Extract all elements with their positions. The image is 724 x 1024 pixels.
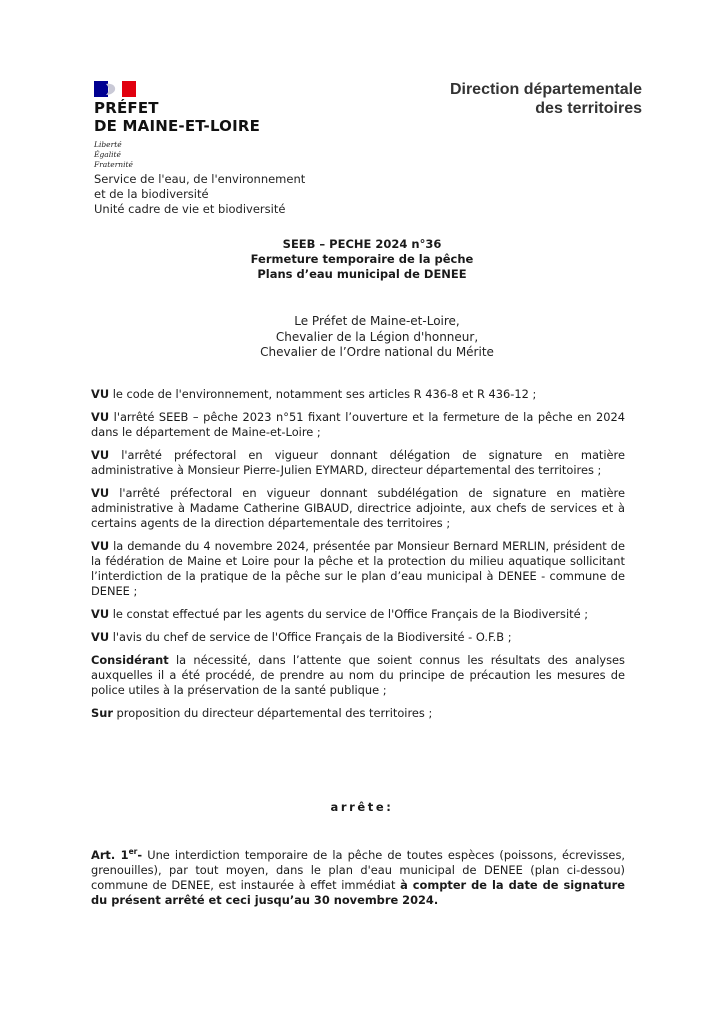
article-1 [91, 848, 625, 908]
considerant-paragraph [91, 486, 625, 531]
article-1-text: Une interdiction temporaire de la pêche de toutes espèces (poissons, écrevisses, grenouilles), par tout moyen, dans le plan d'eau municipal de DENEE (plan ci-dessou) commune de DENEE, est instaurée à effet immédiat [91, 848, 625, 892]
marianne-flag-logo [94, 81, 136, 97]
motto-egalite: Égalité [94, 150, 121, 159]
considerant-paragraph [91, 539, 625, 599]
considerant-keyword: VU [91, 630, 110, 644]
considerant-text: l'avis du chef de service de l'Office Français de la Biodiversité - O.F.B ; [109, 630, 512, 644]
considerant-text: l'arrêté préfectoral en vigueur donnant subdélégation de signature en matière administrative à Madame Catherine GIBAUD, directrice adjointe, aux chefs de services et à certains agents de la direction départementale des territoires ; [91, 486, 625, 530]
considerant-text: le code de l'environnement, notamment ses articles R 436-8 et R 436-12 ; [109, 387, 537, 401]
direction-line-1: Direction départementale [449, 81, 642, 98]
considerant-text: l'arrêté SEEB – pêche 2023 n°51 fixant l’ouverture et la fermeture de la pêche en 2024 dans le département de Maine-et-Loire ; [91, 410, 625, 439]
reference-subject: Fermeture temporaire de la pêche [250, 252, 474, 266]
considerant-text: la demande du 4 novembre 2024, présentée par Monsieur Bernard MERLIN, président de la fédération de Maine et Loire pour la pêche et la protection du milieu aquatique sollicitant l’interdiction de la pratique de la pêche sur le plan d’eau municipal à DENEE - commune de DENEE ; [91, 539, 625, 598]
prefet-title-line2: DE MAINE-ET-LOIRE [94, 117, 261, 135]
article-label-dash: - [137, 848, 143, 862]
direction-header [450, 80, 642, 118]
considerant-keyword: VU [91, 607, 110, 621]
considerant-keyword: VU [91, 486, 110, 500]
considerant-text: proposition du directeur départemental des territoires ; [112, 706, 433, 720]
considerant-keyword: Considérant [91, 653, 169, 667]
service-block [94, 172, 305, 217]
decree-reference [0, 237, 724, 282]
considerant-text: la nécessité, dans l’attente que soient connus les résultats des analyses auxquelles il a été procédé, de prendre au nom du principe de précaution les mesures de police utiles à la préservation de la santé publique ; [91, 653, 625, 697]
service-line-3: Unité cadre de vie et biodiversité [94, 202, 286, 216]
considerant-paragraph [91, 630, 625, 645]
prefet-title-line1: PRÉFET [94, 99, 159, 117]
article-label-sup: er [128, 847, 138, 857]
motto-liberte: Liberté [94, 140, 122, 149]
reference-location: Plans d’eau municipal de DENEE [257, 267, 467, 281]
considerant-paragraph [91, 387, 625, 402]
reference-number: SEEB – PECHE 2024 n°36 [282, 237, 442, 251]
considerant-paragraph [91, 410, 625, 440]
considerant-paragraph [91, 607, 625, 622]
considerant-text: l'arrêté préfectoral en vigueur donnant délégation de signature en matière administrative à Monsieur Pierre-Julien EYMARD, directeur départemental des territoires ; [91, 448, 625, 477]
direction-line-2: des territoires [535, 100, 642, 117]
considerant-paragraph [91, 448, 625, 478]
considerant-text: le constat effectué par les agents du service de l'Office Français de la Biodiversité ; [109, 607, 589, 621]
considerants-section [91, 387, 625, 729]
considerant-paragraph [91, 653, 625, 698]
considerant-keyword: VU [91, 448, 110, 462]
prefet-title [94, 99, 260, 135]
considerant-keyword: VU [91, 387, 110, 401]
republic-motto [94, 140, 133, 170]
prefet-titles [0, 314, 724, 361]
considerant-keyword: VU [91, 539, 110, 553]
flag-red-band [122, 81, 136, 97]
service-line-1: Service de l'eau, de l'environnement [94, 172, 306, 186]
motto-fraternite: Fraternité [94, 160, 133, 169]
considerant-keyword: Sur [91, 706, 113, 720]
arrete-heading: arrête: [330, 800, 394, 814]
prefet-honor-line: Chevalier de la Légion d'honneur, [275, 329, 479, 344]
flag-blue-band [94, 81, 108, 97]
considerant-paragraph [91, 706, 625, 721]
article-1-bold-text: à compter de la date de signature du présent arrêté et ceci jusqu’au 30 novembre 2024. [91, 878, 625, 907]
considerant-keyword: VU [91, 410, 110, 424]
article-label-text: Art. 1 [91, 848, 129, 862]
service-line-2: et de la biodiversité [94, 187, 209, 201]
prefet-merit-line: Chevalier de l’Ordre national du Mérite [260, 345, 494, 359]
prefet-title-line: Le Préfet de Maine-et-Loire, [294, 314, 460, 328]
article-1-label [91, 848, 142, 862]
